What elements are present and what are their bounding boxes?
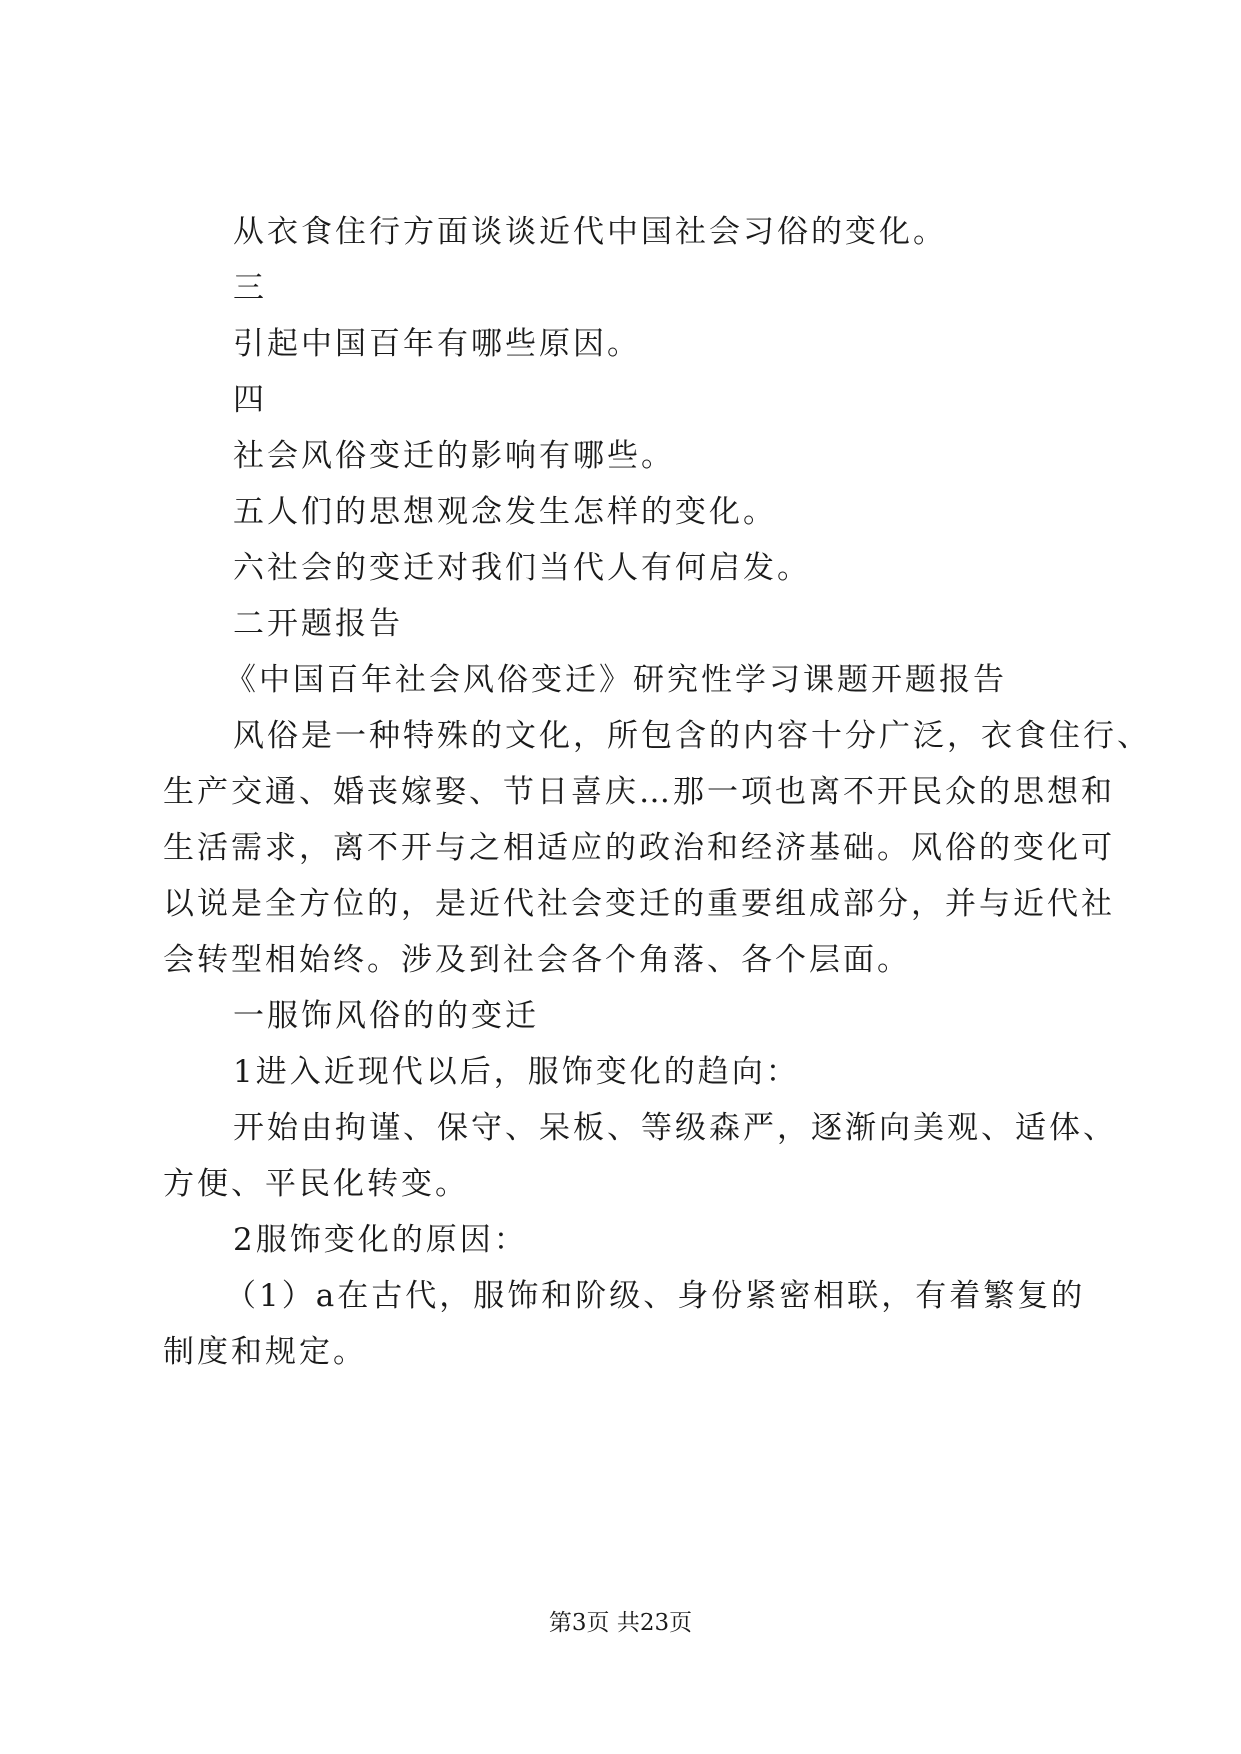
section-heading: 二开题报告 xyxy=(233,606,403,642)
paragraph-line: 生产交通、婚丧嫁娶、节日喜庆…那一项也离不开民众的思想和 xyxy=(163,774,1115,810)
paragraph-line: 以说是全方位的，是近代社会变迁的重要组成部分，并与近代社 xyxy=(163,886,1115,922)
list-item: 2服饰变化的原因： xyxy=(233,1222,528,1258)
paragraph-line: 生活需求，离不开与之相适应的政治和经济基础。风俗的变化可 xyxy=(163,830,1115,866)
paragraph-line: 方便、平民化转变。 xyxy=(163,1166,469,1202)
text-line: 五人们的思想观念发生怎样的变化。 xyxy=(233,494,777,530)
paragraph-line: 制度和规定。 xyxy=(163,1334,367,1370)
text-line: 从衣食住行方面谈谈近代中国社会习俗的变化。 xyxy=(233,214,947,250)
paragraph-line: 开始由拘谨、保守、呆板、等级森严，逐渐向美观、适体、 xyxy=(233,1110,1117,1146)
page-footer: 第3页 共23页 xyxy=(548,1610,693,1636)
text-line: 三 xyxy=(233,270,267,306)
list-item: 1进入近现代以后，服饰变化的趋向： xyxy=(233,1054,800,1090)
paragraph-line: （1）a在古代，服饰和阶级、身份紧密相联，有着繁复的 xyxy=(225,1278,1086,1314)
paragraph-line: 会转型相始终。涉及到社会各个角落、各个层面。 xyxy=(163,942,911,978)
text-line: 四 xyxy=(233,382,267,418)
report-title: 《中国百年社会风俗变迁》研究性学习课题开题报告 xyxy=(225,662,1007,698)
paragraph-line: 风俗是一种特殊的文化，所包含的内容十分广泛，衣食住行、 xyxy=(233,718,1151,754)
text-line: 引起中国百年有哪些原因。 xyxy=(233,326,641,362)
text-line: 六社会的变迁对我们当代人有何启发。 xyxy=(233,550,811,586)
text-line: 社会风俗变迁的影响有哪些。 xyxy=(233,438,675,474)
subsection-heading: 一服饰风俗的的变迁 xyxy=(233,998,539,1034)
